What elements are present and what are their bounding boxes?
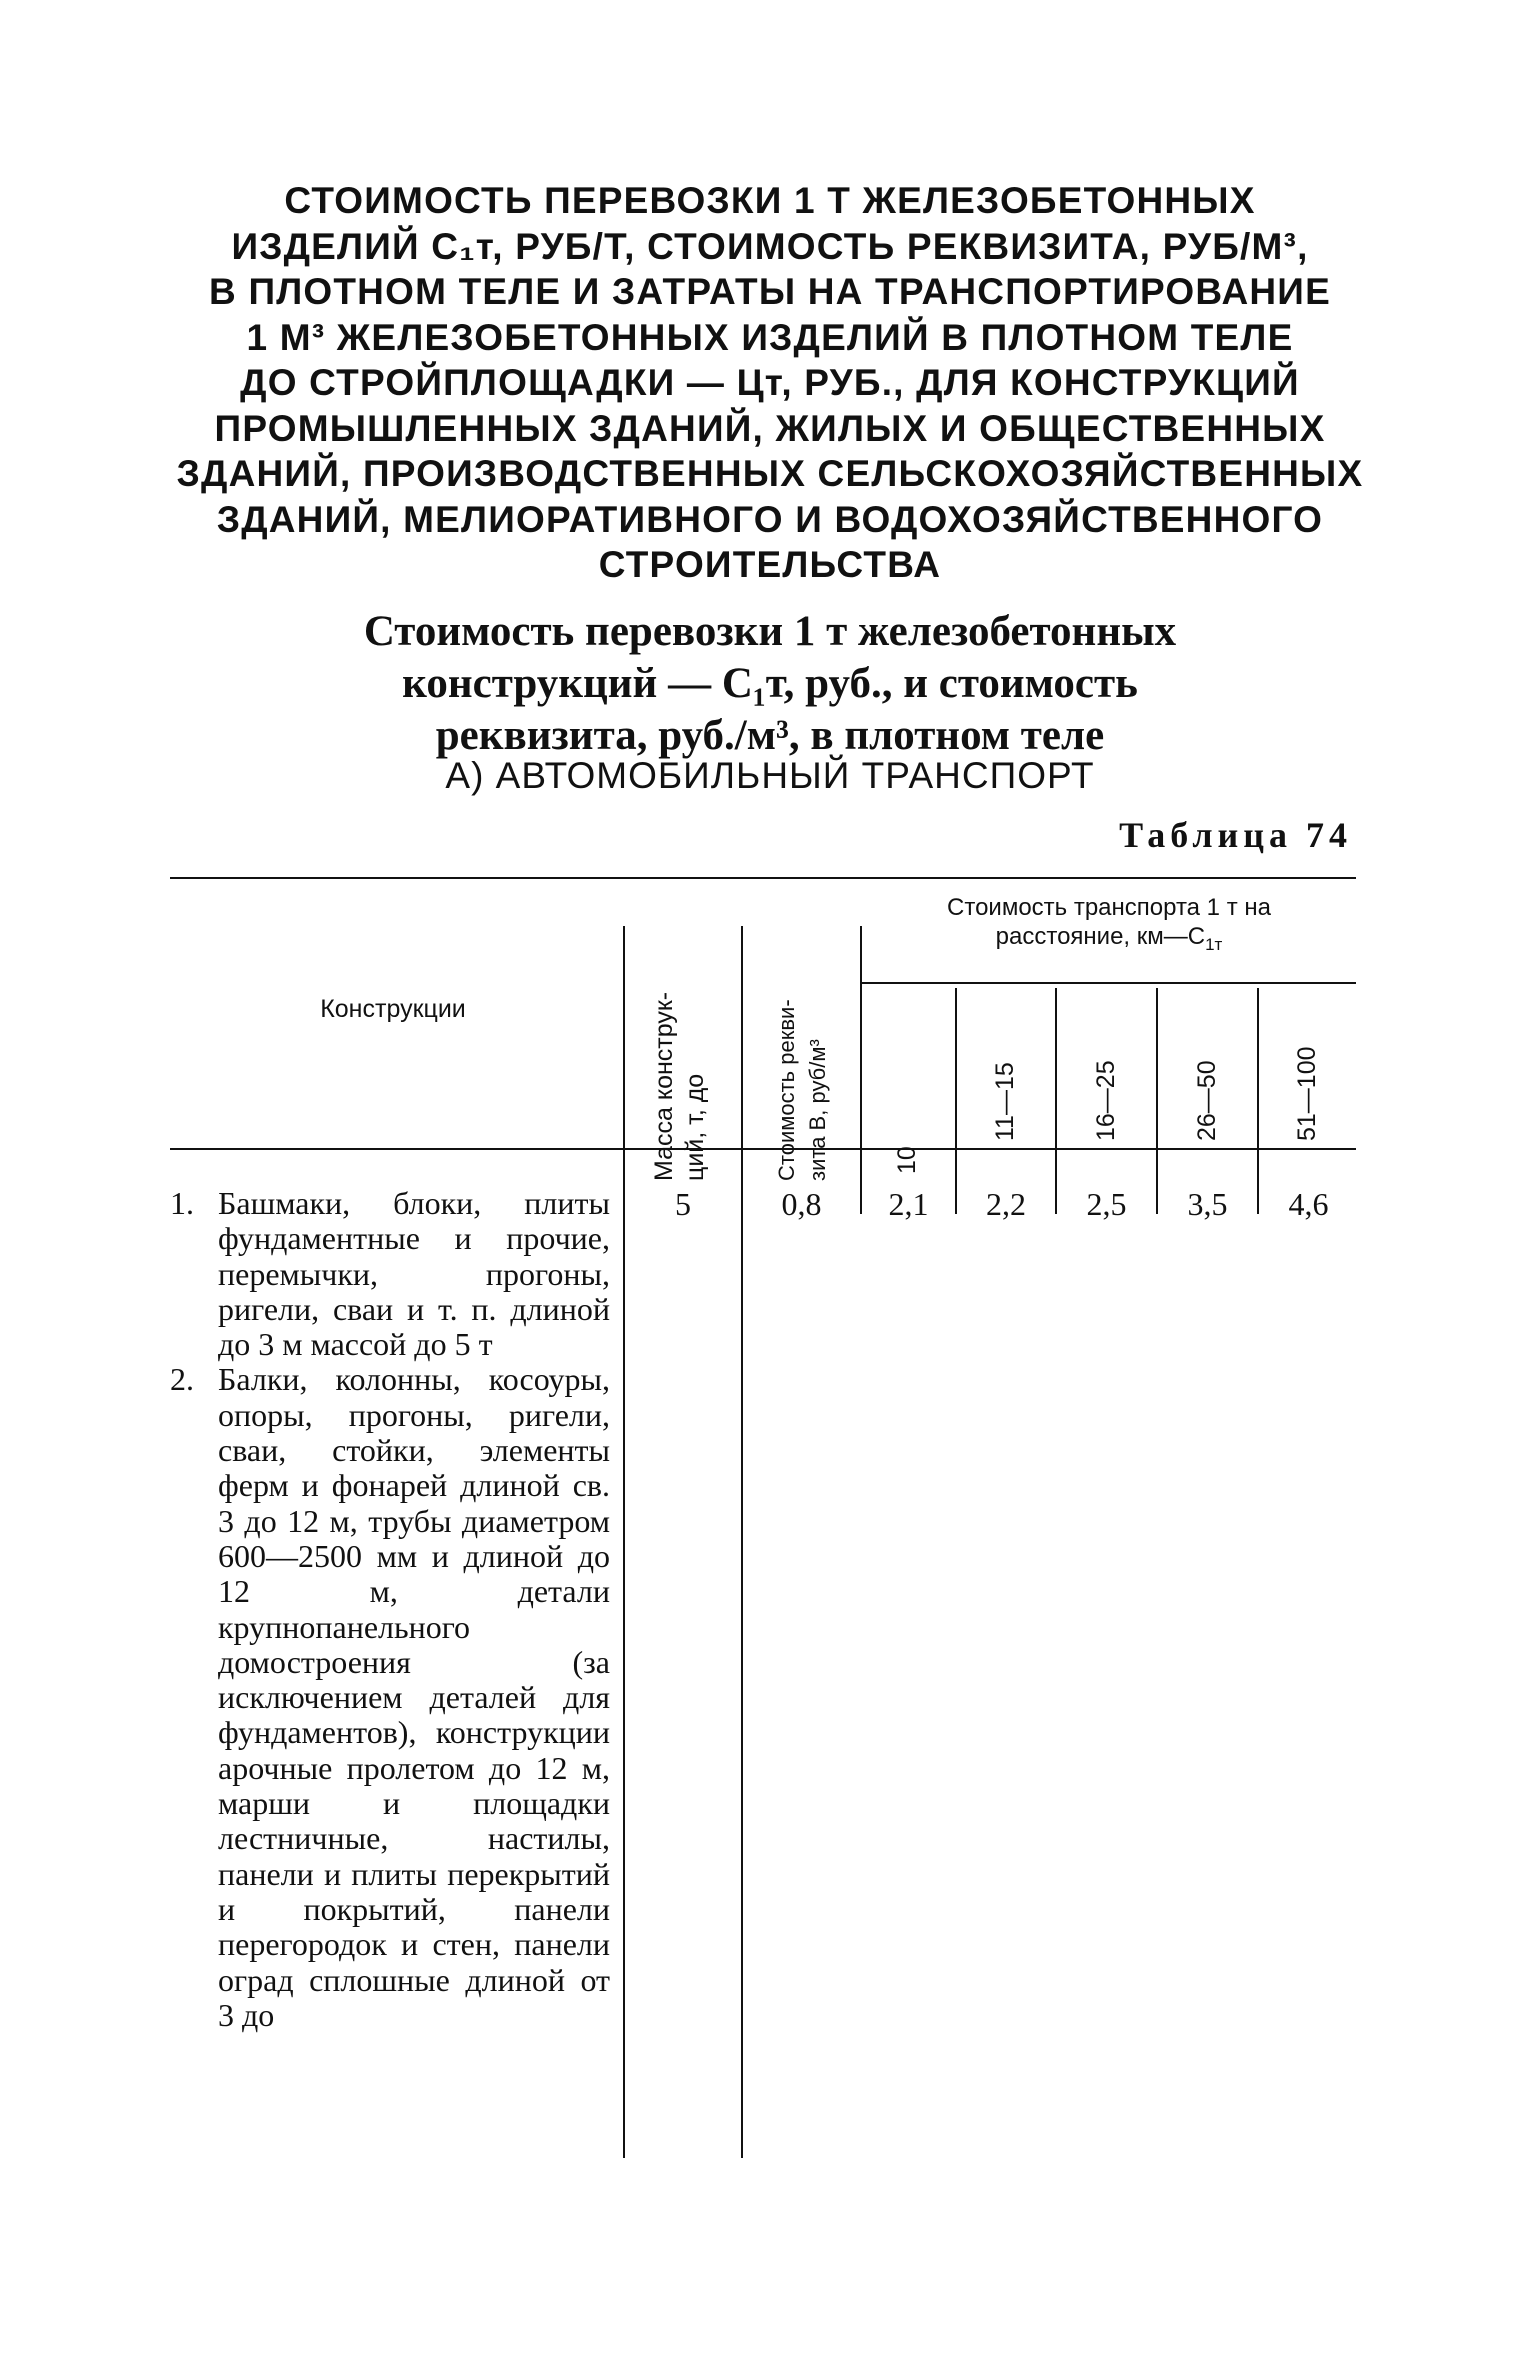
column-divider [1257, 988, 1259, 1214]
header-distance: 10 [893, 1146, 921, 1174]
header-constructions: Конструкции [320, 995, 466, 1023]
column-divider [741, 926, 743, 2158]
cell-cost: 3,5 [1187, 1186, 1228, 1222]
header-transport-line: Стоимость транспорта 1 т на [947, 894, 1271, 921]
subheading-line: Стоимость перевозки 1 т железобетонных [363, 608, 1177, 655]
header-distance: 16—25 [1092, 1060, 1120, 1141]
subheading-line: реквизита, руб./м³, в плотном теле [435, 712, 1105, 759]
construction-item [170, 1186, 610, 1362]
heading-line: ДО СТРОЙПЛОЩАДКИ — Цт, РУБ., ДЛЯ КОНСТРУКЦИЙ [240, 362, 1300, 403]
header-transport-cost [862, 893, 1356, 959]
header-mass-line: Масса конструк- [650, 991, 678, 1181]
heading-line: СТОИМОСТЬ ПЕРЕВОЗКИ 1 Т ЖЕЛЕЗОБЕТОННЫХ [284, 180, 1256, 221]
heading-line: ИЗДЕЛИЙ С₁т, РУБ/Т, СТОИМОСТЬ РЕКВИЗИТА, РУБ/М³, [231, 225, 1309, 267]
header-mass [649, 921, 711, 1181]
table-label: Таблица 74 [1119, 815, 1352, 855]
column-divider [955, 988, 957, 1214]
heading-line: СТРОИТЕЛЬСТВА [598, 544, 942, 585]
construction-item [170, 1362, 610, 2033]
heading-line: 1 М³ ЖЕЛЕЗОБЕТОННЫХ ИЗДЕЛИЙ В ПЛОТНОМ ТЕЛЕ [246, 316, 1294, 358]
header-requisite [771, 921, 833, 1181]
heading-line: ЗДАНИЙ, МЕЛИОРАТИВНОГО И ВОДОХОЗЯЙСТВЕННОГО [216, 498, 1324, 540]
header-requisite-line: зита В, руб/м³ [805, 1039, 830, 1181]
column-divider [860, 926, 862, 1214]
header-distance: 26—50 [1193, 1060, 1221, 1141]
item-number: 2. [170, 1361, 194, 1398]
item-description: Балки, колонны, косоуры, опоры, прогоны, ригели, сваи, стойки, элементы ферм и фонарей длиной св. 3 до 12 м, трубы диаметром 600—2500 мм и длиной до 12 м, детали крупнопанельного домостроения (за исключением деталей для фундаментов), конструкции арочные пролетом до 12 м, марши и площадки лестничные, настилы, панели и плиты перекрытий и покрытий, панели перегородок и стен, панели оград сплошные длиной от 3 до [218, 1361, 610, 2033]
subheading-line: конструкций — С₁т, руб., и стоимость [402, 660, 1138, 707]
subheader-rule [862, 982, 1356, 984]
header-mass-line: ций, т, до [681, 1073, 709, 1181]
header-bottom-rule [170, 1148, 1356, 1150]
cell-cost: 2,2 [986, 1186, 1026, 1222]
cell-cost: 2,1 [888, 1186, 929, 1222]
header-distance: 11—15 [991, 1062, 1019, 1141]
header-distance: 51—100 [1293, 1046, 1321, 1141]
cell-requisite: 0,8 [781, 1186, 822, 1222]
table-top-rule [170, 877, 1356, 879]
column-divider [1156, 988, 1158, 1214]
header-transport-line: расстояние, $км—С_{1т}$ [995, 923, 1223, 954]
cell-mass: 5 [675, 1186, 691, 1222]
cell-cost: 2,5 [1086, 1186, 1127, 1222]
column-divider [1055, 988, 1057, 1214]
table-row [170, 1186, 610, 2033]
main-heading [150, 178, 1390, 588]
heading-line: ПРОМЫШЛЕННЫХ ЗДАНИЙ, ЖИЛЫХ И ОБЩЕСТВЕННЫХ [214, 407, 1326, 449]
cell-cost: 4,6 [1288, 1186, 1329, 1222]
column-divider [623, 926, 625, 2158]
header-requisite-line: Стоимость рекви- [774, 999, 799, 1181]
item-description: Башмаки, блоки, плиты фундаментные и прочие, перемычки, прогоны, ригели, сваи и т. п. длиной до 3 м массой до 5 т [218, 1185, 610, 1363]
sub-heading [200, 606, 1340, 762]
transport-type: А) АВТОМОБИЛЬНЫЙ ТРАНСПОРТ [445, 755, 1095, 796]
heading-line: ЗДАНИЙ, ПРОИЗВОДСТВЕННЫХ СЕЛЬСКОХОЗЯЙСТВЕННЫХ [176, 453, 1364, 494]
item-number: 1. [170, 1185, 194, 1221]
heading-line: В ПЛОТНОМ ТЕЛЕ И ЗАТРАТЫ НА ТРАНСПОРТИРОВАНИЕ [209, 271, 1331, 312]
